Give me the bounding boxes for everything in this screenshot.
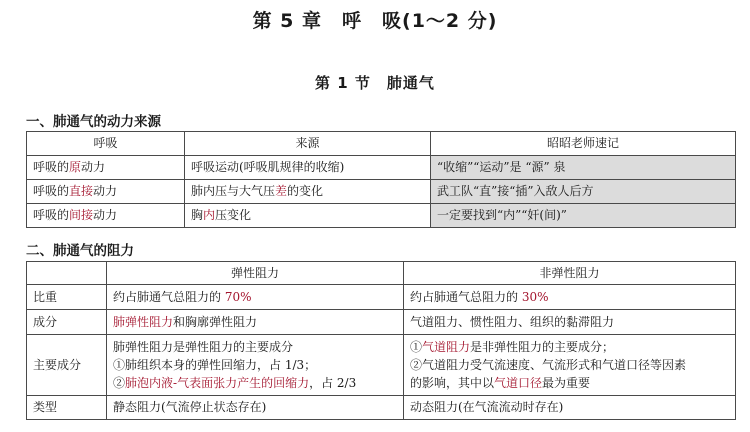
elastic-ratio: 约占肺通气总阻力的 70% — [107, 285, 404, 310]
table-row — [27, 180, 736, 204]
elastic-composition: 肺弹性阻力和胸廓弹性阻力 — [107, 310, 404, 335]
force-source: 呼吸运动(呼吸肌规律的收缩) — [185, 156, 431, 180]
force-source: 肺内压与大气压差的变化 — [185, 180, 431, 204]
force-name: 呼吸的直接动力 — [27, 180, 185, 204]
memo-text: 一定要找到“内”“奸(间)” — [431, 204, 736, 228]
header-elastic: 弹性阻力 — [107, 262, 404, 285]
row-label-composition: 成分 — [27, 310, 107, 335]
inelastic-main: ①气道阻力是非弹性阻力的主要成分； ②气道阻力受气流速度、气流形式和气道口径等因素 的影响，其中以气道口径最为重要 — [404, 335, 736, 396]
part2-heading: 二、肺通气的阻力 — [26, 243, 134, 259]
force-source: 胸内压变化 — [185, 204, 431, 228]
table-header-row — [27, 132, 736, 156]
memo-text: 武工队“直”接“插”入敌人后方 — [431, 180, 736, 204]
force-name: 呼吸的间接动力 — [27, 204, 185, 228]
header-blank — [27, 262, 107, 285]
inelastic-composition: 气道阻力、惯性阻力、组织的黏滞阻力 — [404, 310, 736, 335]
row-label-ratio: 比重 — [27, 285, 107, 310]
header-inelastic: 非弹性阻力 — [404, 262, 736, 285]
row-label-main: 主要成分 — [27, 335, 107, 396]
header-source: 来源 — [185, 132, 431, 156]
resistance-table — [26, 261, 736, 420]
elastic-main: 肺弹性阻力是弹性阻力的主要成分 ①肺组织本身的弹性回缩力，占 1/3； ②肺泡内液-气表面张力产生的回缩力，占 2/3 — [107, 335, 404, 396]
chapter-title: 第 5 章 呼 吸(1～2 分) — [252, 10, 498, 32]
table-row — [27, 204, 736, 228]
inelastic-type: 动态阻力(在气流流动时存在) — [404, 396, 736, 420]
section-title: 第 1 节 肺通气 — [315, 74, 435, 92]
inelastic-ratio: 约占肺通气总阻力的 30% — [404, 285, 736, 310]
memo-text: “收缩”“运动”是 “源” 泉 — [431, 156, 736, 180]
row-label-type: 类型 — [27, 396, 107, 420]
table-row — [27, 285, 736, 310]
table-row — [27, 310, 736, 335]
elastic-type: 静态阻力(气流停止状态存在) — [107, 396, 404, 420]
header-breathing: 呼吸 — [27, 132, 185, 156]
table-row — [27, 156, 736, 180]
force-name: 呼吸的原动力 — [27, 156, 185, 180]
table-row — [27, 335, 736, 396]
table-row — [27, 396, 736, 420]
table-header-row — [27, 262, 736, 285]
part1-heading: 一、肺通气的动力来源 — [26, 114, 161, 130]
driving-force-table — [26, 131, 736, 228]
header-memo: 昭昭老师速记 — [431, 132, 736, 156]
